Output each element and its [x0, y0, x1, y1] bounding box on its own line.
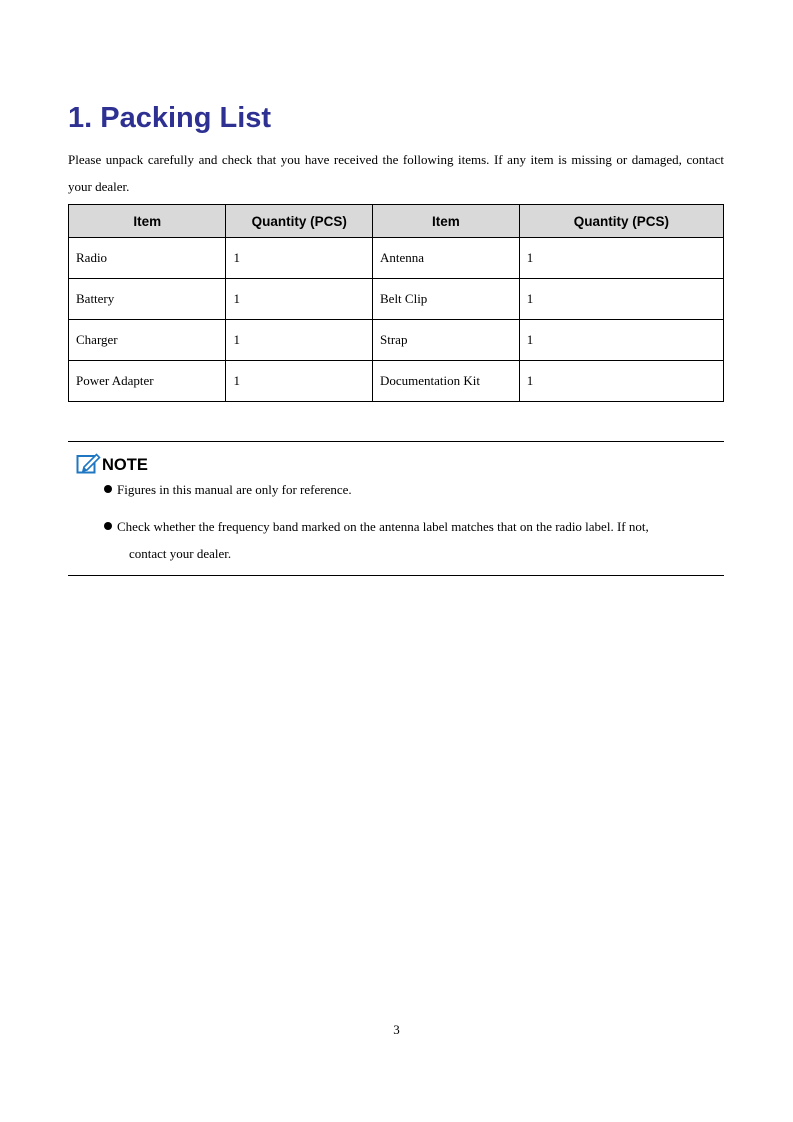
- header-item: Item: [373, 205, 520, 238]
- note-bullet-text: Figures in this manual are only for reference.: [117, 482, 352, 497]
- bullet-dot-icon: [104, 522, 112, 530]
- note-bullet: [104, 513, 717, 567]
- header-item: Item: [69, 205, 226, 238]
- item-quantity: 1: [226, 361, 373, 402]
- item-quantity: 1: [519, 279, 723, 320]
- table-row: [69, 238, 724, 279]
- note-heading: [76, 452, 148, 474]
- note-bullet-continuation: contact your dealer.: [129, 546, 232, 561]
- item-quantity: 1: [519, 320, 723, 361]
- item-name: Antenna: [373, 238, 520, 279]
- note-label: NOTE: [102, 456, 148, 474]
- item-name: Battery: [69, 279, 226, 320]
- table-row: [69, 361, 724, 402]
- item-quantity: 1: [519, 361, 723, 402]
- page-title: 1. Packing List: [68, 102, 272, 134]
- note-top-divider: [68, 441, 724, 442]
- item-name: Charger: [69, 320, 226, 361]
- intro-paragraph: Please unpack carefully and check that you have received the following items. If any item is missing or damaged, contact your dealer.: [68, 152, 724, 194]
- item-quantity: 1: [226, 320, 373, 361]
- item-quantity: 1: [226, 279, 373, 320]
- table-row: [69, 279, 724, 320]
- item-name: Power Adapter: [69, 361, 226, 402]
- item-name: Documentation Kit: [373, 361, 520, 402]
- packing-list-table: [68, 204, 724, 402]
- header-quantity: Quantity (PCS): [226, 205, 373, 238]
- table-row: [69, 320, 724, 361]
- item-quantity: 1: [519, 238, 723, 279]
- header-quantity: Quantity (PCS): [519, 205, 723, 238]
- item-name: Strap: [373, 320, 520, 361]
- table-header-row: [69, 205, 724, 238]
- page-number: 3: [393, 1022, 400, 1037]
- note-pencil-icon: [76, 452, 101, 474]
- note-bottom-divider: [68, 575, 724, 576]
- item-name: Belt Clip: [373, 279, 520, 320]
- item-quantity: 1: [226, 238, 373, 279]
- note-bullet-text: Check whether the frequency band marked on the antenna label matches that on the radio label. If not,: [117, 519, 649, 534]
- bullet-dot-icon: [104, 485, 112, 493]
- item-name: Radio: [69, 238, 226, 279]
- note-bullet: [104, 476, 352, 503]
